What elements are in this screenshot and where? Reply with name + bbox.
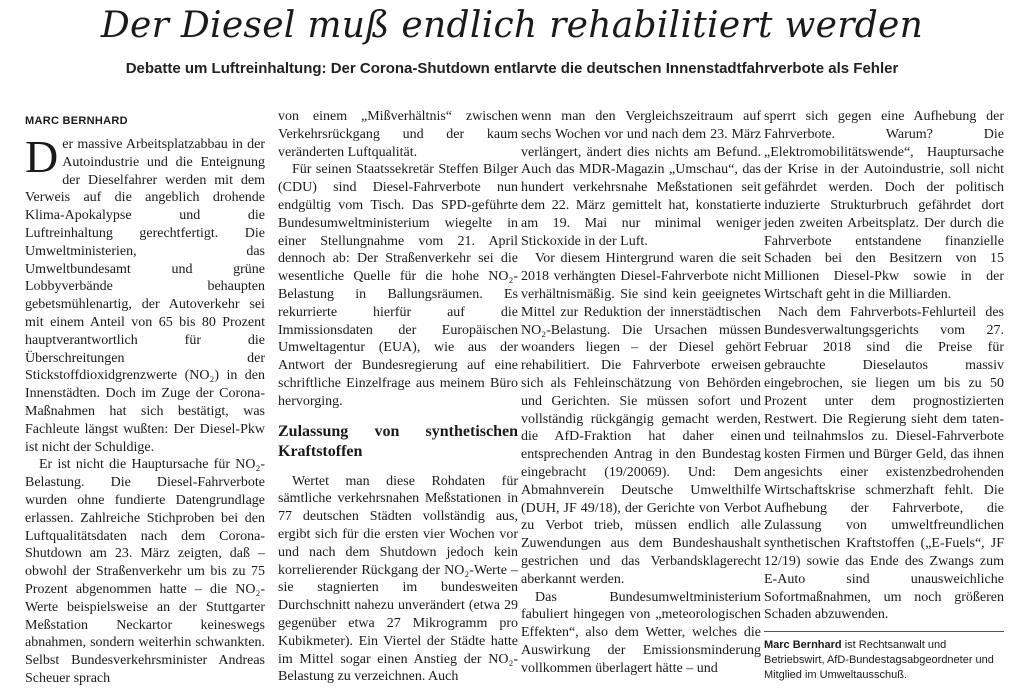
- paragraph: Das Bundesumweltministerium fabuliert hingegen von „meteorologischen Effekten“, also dem Wetter, welches die Auswirkung der Emissionsminderung vollkommen überlagert hätte – und: [521, 589, 761, 676]
- column-3: [521, 108, 761, 678]
- paragraph: Für seinen Staatssekretär Steffen Bilger (CDU) sind Diesel-Fahrverbote nun endgültig vom Tisch. Das SPD-geführte Bundesumweltministerium wiegelte in einer Stellungnahme vom 21. April dennoch ab: Der Straßenverkehr sei die wesentliche Quelle für die hohe NO₂-Belastung in Ballungsräumen. Es rekurrierte hierfür auf die Immissionsdaten der Europäischen Umweltagentur (EUA), wie aus der Antwort der Bundesregierung auf eine schriftliche Einzelfrage aus meinem Büro hervorging.: [278, 162, 518, 409]
- paragraph: von einem „Mißverhältnis“ zwischen Verkehrsrückgang und der kaum veränderten Luftqualität.: [278, 109, 518, 160]
- paragraph: wenn man den Vergleichszeitraum auf sechs Wochen vor und nach dem 23. März verlängert, ändert dies nichts am Befund. Auch das MDR-Magazin „Umschau“, das hundert verkehrsnahe Meßstationen seit dem 22. März gemittelt hat, konstatierte am 19. Mai nur minimal weniger Stickoxide in der Luft.: [521, 109, 761, 249]
- column-2: [278, 108, 518, 686]
- author-byline: MARC BERNHARD: [25, 115, 128, 127]
- drop-cap: D: [25, 131, 59, 182]
- bio-name: Marc Bernhard: [764, 639, 842, 652]
- article-headline: Der Diesel muß endlich rehabilitiert werden: [100, 5, 924, 46]
- article-subheadline: Debatte um Luftreinhaltung: Der Corona-Shutdown entlarvte die deutschen Innenstadtfahrverbote als Fehler: [125, 60, 899, 77]
- paragraph-text: er massive Arbeitsplatzabbau in der Autoindustrie und die Enteignung der Dieselfahrer werden mit dem Verweis auf die angeblich drohende Klima-Apokalypse und die Luftreinhaltung gerechtfertigt. Die Umweltministerien, das Umweltbundesamt und grüne Lobbyverbände behaupten gebetsmühlenartig, der Autoverkehr sei mit einem Anteil von 65 bis 80 Prozent hauptverantwortlich für die Überschreitungen der Stickstoffdioxidgrenzwerte (NO₂) in den Innenstädten. Doch im Zuge der Corona-Maßnahmen hat sich bestätigt, was Fachleute längst wußten: Der Diesel-Pkw ist nicht der Schuldige.: [25, 137, 265, 455]
- paragraph: Nach dem Fahrverbots-Fehlurteil des Bundesverwaltungsgerichts vom 27. Februar 2018 sind die Preise für gebrauchte Dieselautos massiv eingebrochen, sie liegen um bis zu 50 Prozent unter dem prognostizierten Restwert. Die Regierung sieht dem taten- und teilnahmslos zu. Diesel-Fahrverbote kosten Firmen und Bürger Geld, das ihnen angesichts einer existenzbedrohenden Wirtschaftskrise schmerzhaft fehlt. Die Aufhebung der Fahrverbote, die Zulassung von umweltfreundlichen synthetischen Kraftstoffen („E-Fuels“, JF 12/19) sowie das Ende des Zwangs zum E-Auto sind unausweichliche Sofortmaßnahmen, um noch größeren Schaden abzuwenden.: [764, 304, 1004, 623]
- paragraph: Wertet man diese Rohdaten für sämtliche verkehrsnahen Meßstationen in 77 deutschen Städten vollständig aus, ergibt sich für die ersten vier Wochen vor und nach dem Shutdown jedoch kein korrelierender Rückgang der NO₂-Werte – sie stagnierten im bundesweiten Durchschnitt nahezu unverändert (etwa 29 gegenüber etwa 27 Mikrogramm pro Kubikmeter). Ein Viertel der Städte hatte im Mittel sogar einen Anstieg der NO₂-Belastung zu verzeichnen. Auch: [278, 473, 518, 685]
- paragraph: [25, 131, 265, 456]
- paragraph: sperrt sich gegen eine Aufhebung der Fahrverbote. Warum? Die „Elektromobilitätswende“, Hauptursache der Krise in der Autoindustrie, soll nicht gefährdet werden. Doch der politisch induzierte Strukturbruch gefährdet dort jeden zweiten Arbeitsplatz. Der durch die Fahrverbote entstandene finanzielle Schaden bei den Besitzern von 15 Millionen Diesel-Pkw sowie in der Wirtschaft geht in die Milliarden.: [764, 109, 1004, 302]
- divider: [764, 631, 1004, 632]
- column-4: [764, 108, 1004, 683]
- column-1: [25, 108, 265, 688]
- author-bio: [764, 638, 1004, 683]
- paragraph: Er ist nicht die Hauptursache für NO₂-Belastung. Die Diesel-Fahrverbote wurden ohne fundierte Datengrundlage erlassen. Zahlreiche Stichproben bei den Luftqualitätsdaten nach dem Corona-Shutdown am 23. März zeigten, daß – obwohl der Straßenverkehr um bis zu 75 Prozent abgenommen hatte – die NO₂-Werte beispielsweise an der Stuttgarter Meßstation Neckartor keineswegs abnahmen, sondern weiterhin schwankten. Selbst Bundesverkehrsminister Andreas Scheuer sprach: [25, 457, 265, 686]
- bio-text: ist Rechtsanwalt und Betriebswirt, AfD-Bundestagsabgeordneter und Mitglied im Umweltausschuß.: [764, 639, 994, 682]
- section-subheading: Zulassung von synthetischen Kraftstoffen: [278, 422, 518, 460]
- paragraph: Vor diesem Hintergrund waren die seit 2018 verhängten Diesel-Fahrverbote nicht verhältnismäßig. Sie sind kein geeignetes Mittel zur Reduktion der innerstädtischen NO₂-Belastung. Die Ursachen müssen woanders liegen – der Diesel gehört rehabilitiert. Die Fahrverbote erweisen sich als Fehleinschätzung von Behörden und Gerichten. Sie müssen sofort und vollständig rückgängig gemacht werden, die AfD-Fraktion hat daher einen entsprechenden Antrag in den Bundestag eingebracht (19/20069). Und: Dem Abmahnverein Deutsche Umwelthilfe (DUH, JF 49/18), der Gerichte von Verbot zu Verbot trieb, müssen endlich alle Zuwendungen aus dem Bundeshaushalt gestrichen und das Verbandsklagerecht aberkannt werden.: [521, 251, 761, 587]
